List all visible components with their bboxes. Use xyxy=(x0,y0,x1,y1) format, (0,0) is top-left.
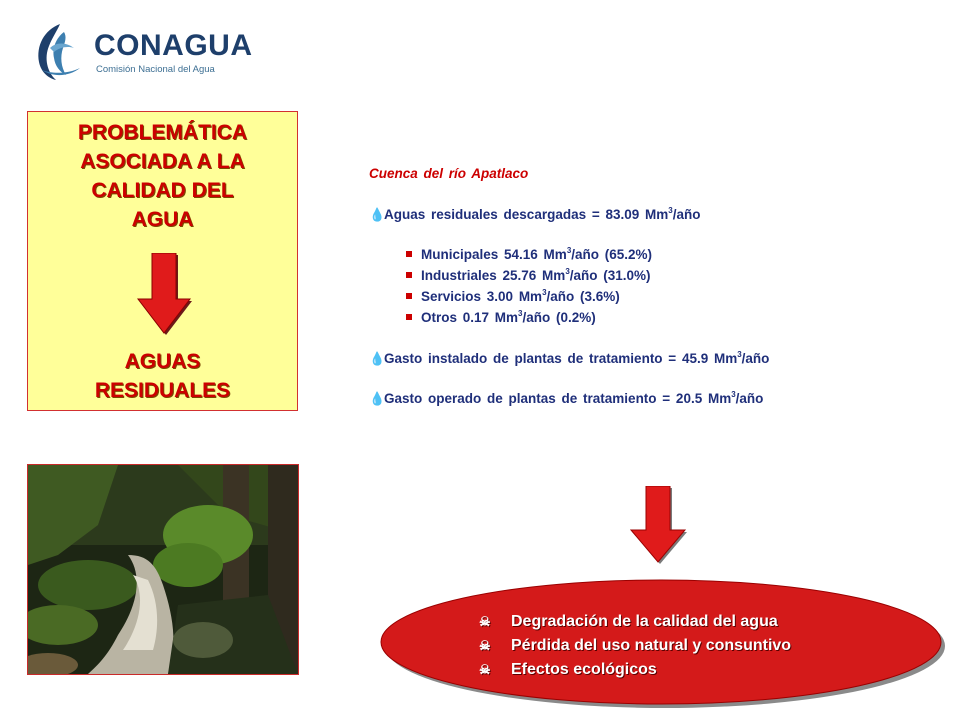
square-bullet-icon xyxy=(406,293,412,299)
breakdown-text: Servicios 3.00 Mm xyxy=(421,289,543,304)
unit-suffix: /año xyxy=(735,391,764,406)
water-drop-icon: 💧 xyxy=(369,207,386,222)
wastewater-text: Aguas residuales descargadas = 83.09 Mm xyxy=(384,207,669,222)
skull-icon: ☠ xyxy=(479,614,491,629)
breakdown-item xyxy=(406,309,596,325)
breakdown-text: Industriales 25.76 Mm xyxy=(421,268,566,283)
breakdown-text: Otros 0.17 Mm xyxy=(421,310,519,325)
unit-superscript: 3 xyxy=(737,350,742,359)
conagua-emblem-icon xyxy=(30,18,90,83)
river-photo xyxy=(27,464,299,675)
unit-suffix: /año (31.0%) xyxy=(569,268,651,283)
effect-text: Pérdida del uso natural y consuntivo xyxy=(511,637,792,654)
effects-list xyxy=(479,610,791,682)
square-bullet-icon xyxy=(406,251,412,257)
installed-text: Gasto instalado de plantas de tratamiento = 45.9 Mm xyxy=(384,351,738,366)
square-bullet-icon xyxy=(406,272,412,278)
issue-box xyxy=(27,111,298,411)
breakdown-item xyxy=(406,246,652,262)
wastewater-line xyxy=(369,206,700,223)
breakdown-text: Municipales 54.16 Mm xyxy=(421,247,567,262)
basin-title: Cuenca del río Apatlaco xyxy=(369,166,529,181)
effect-item xyxy=(479,634,791,658)
issue-subtitle: AGUAS RESIDUALES xyxy=(94,350,231,402)
unit-suffix: /año (65.2%) xyxy=(571,247,653,262)
unit-superscript: 3 xyxy=(565,267,570,276)
unit-superscript: 3 xyxy=(542,288,547,297)
issue-title: PROBLEMÁTICA ASOCIADA A LA CALIDAD DEL AGUA xyxy=(77,121,248,231)
skull-icon: ☠ xyxy=(479,662,491,677)
effect-item xyxy=(479,658,791,682)
conagua-logo xyxy=(30,18,253,83)
effect-item xyxy=(479,610,791,634)
water-drop-icon: 💧 xyxy=(369,351,386,366)
unit-superscript: 3 xyxy=(731,390,736,399)
breakdown-item xyxy=(406,267,651,283)
down-arrow-icon xyxy=(136,253,192,335)
unit-suffix: /año (0.2%) xyxy=(522,310,596,325)
logo-subtitle: Comisión Nacional del Agua xyxy=(96,64,215,75)
operated-text: Gasto operado de plantas de tratamiento = 20.5 Mm xyxy=(384,391,732,406)
water-drop-icon: 💧 xyxy=(369,391,386,406)
skull-icon: ☠ xyxy=(479,638,491,653)
effect-text: Degradación de la calidad del agua xyxy=(511,613,778,630)
installed-capacity-line xyxy=(369,350,769,367)
unit-superscript: 3 xyxy=(518,309,523,318)
unit-suffix: /año xyxy=(672,207,701,222)
unit-superscript: 3 xyxy=(668,206,673,215)
operated-capacity-line xyxy=(369,390,763,407)
effect-text: Efectos ecológicos xyxy=(511,661,657,678)
breakdown-item xyxy=(406,288,620,304)
unit-suffix: /año (3.6%) xyxy=(546,289,620,304)
unit-suffix: /año xyxy=(741,351,770,366)
down-arrow-icon xyxy=(630,486,688,564)
square-bullet-icon xyxy=(406,314,412,320)
logo-title: CONAGUA xyxy=(94,29,253,62)
river-photo-illustration xyxy=(28,465,298,674)
unit-superscript: 3 xyxy=(566,246,572,255)
